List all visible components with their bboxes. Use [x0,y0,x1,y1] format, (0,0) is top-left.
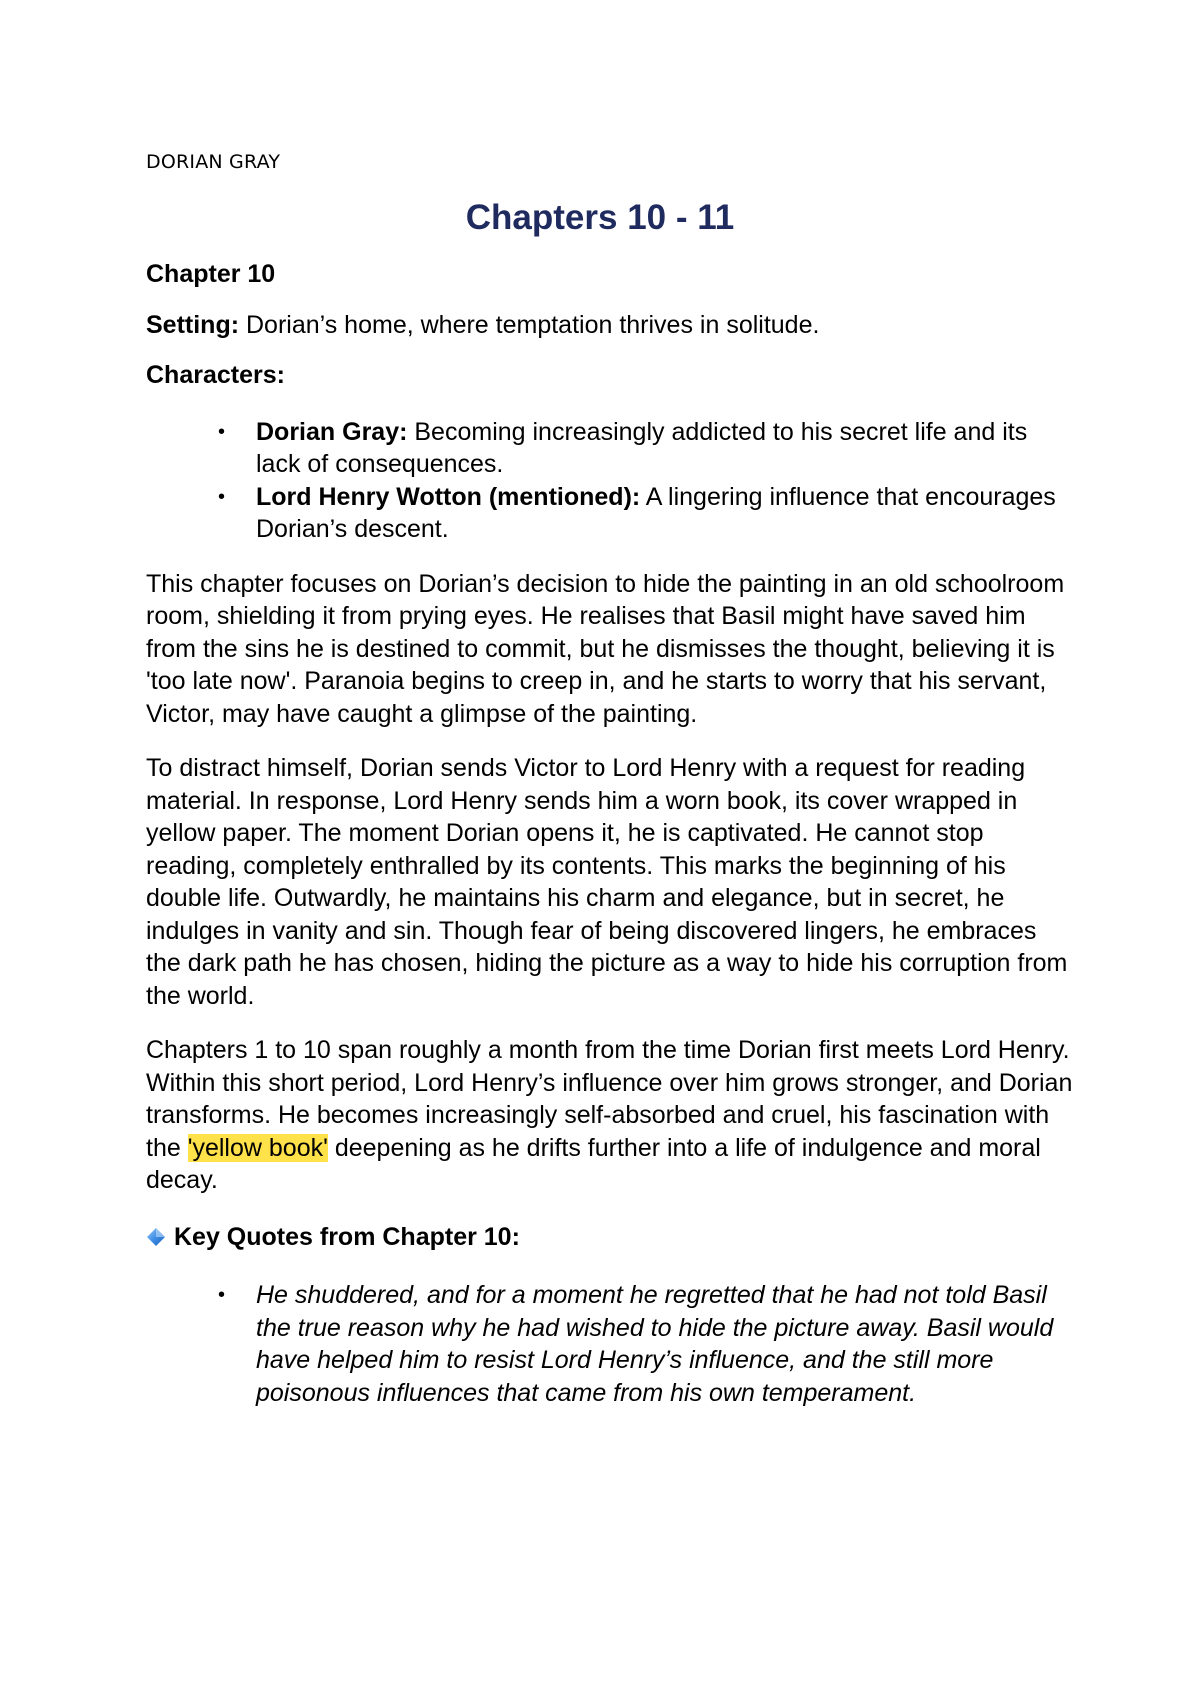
document-label: DORIAN GRAY [146,151,281,173]
paragraph-3-text-before: Chapters 1 to 10 span roughly a month from the time Dorian first meets Lord Henry. Within this short period, Lord Henry’s influence over him grows stronger, and Dorian transforms. He becomes increasingly self-absorbed and cruel, his fascination with the [146,1036,1073,1162]
characters-label: Characters: [146,361,285,389]
key-quotes-heading-text: Key Quotes from Chapter 10: [174,1222,520,1251]
bullet-icon: • [218,420,226,443]
setting-line [146,309,1076,342]
list-item [218,481,1076,546]
character-name: Lord Henry Wotton (mentioned): [256,482,641,511]
list-item [218,416,1076,481]
quote-text: He shuddered, and for a moment he regretted that he had not told Basil the true reason why he had wished to hide the picture away. Basil would have helped him to resist Lord Henry’s influence, and the still more poisonous influences that came from his own temperament. [256,1281,1054,1407]
list-item [218,1279,1076,1409]
setting-label: Setting: [146,310,240,339]
key-quotes-heading [146,1221,1076,1254]
summary-paragraph-1: This chapter focuses on Dorian’s decision to hide the painting in an old schoolroom room, shielding it from prying eyes. He realises that Basil might have saved him from the sins he is destined to commit, but he dismisses the thought, believing it is 'too late now'. Paranoia begins to creep in, and he starts to worry that his servant, Victor, may have caught a glimpse of the painting. [146,569,1065,728]
character-description: Becoming increasingly addicted to his secret life and its lack of consequences. [256,417,1028,478]
document-body [146,258,1076,1409]
blue-diamond-icon [146,1223,166,1243]
setting-text: Dorian’s home, where temptation thrives in solitude. [239,310,820,339]
character-description: A lingering influence that encourages Dorian’s descent. [256,482,1056,543]
characters-list [146,416,1076,546]
bullet-icon: • [218,1284,226,1306]
summary-paragraph-2: To distract himself, Dorian sends Victor to Lord Henry with a request for reading material. In response, Lord Henry sends him a worn book, its cover wrapped in yellow paper. The moment Dorian opens it, he is captivated. He cannot stop reading, completely enthralled by its contents. This marks the beginning of his double life. Outwardly, he maintains his charm and elegance, but in secret, he indulges in vanity and sin. Though fear of being discovered lingers, he embraces the dark path he has chosen, hiding the picture as a way to hide his corruption from the world. [146,754,1068,1010]
character-name: Dorian Gray: [256,417,408,446]
page-title: Chapters 10 - 11 [465,198,735,237]
paragraph-3-text-after: deepening as he drifts further into a life of indulgence and moral decay. [146,1133,1041,1194]
highlighted-phrase: 'yellow book' [187,1133,328,1162]
bullet-icon: • [218,485,226,508]
summary-paragraph-3 [146,1034,1076,1197]
quotes-list [146,1279,1076,1409]
chapter-heading: Chapter 10 [146,260,276,288]
